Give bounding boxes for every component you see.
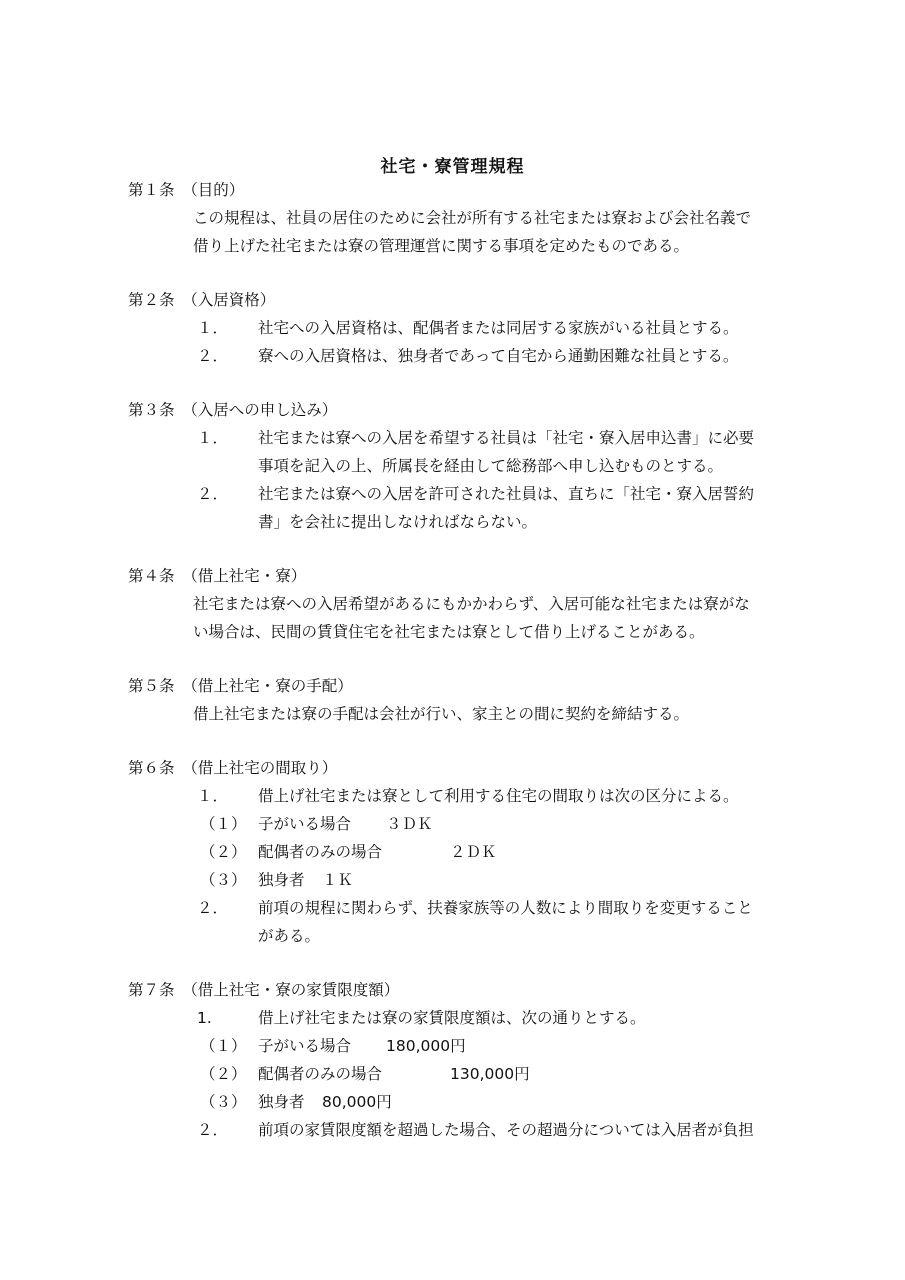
article-2-item-1-text: 社宅への入居資格は、配偶者または同居する家族がいる社員とする。 xyxy=(258,319,739,337)
article-7-sub-3-label: 独身者 xyxy=(258,1093,305,1111)
article-6-item-2-line-2: がある。 xyxy=(258,927,321,945)
article-6-sub-3-label: 独身者 xyxy=(258,871,305,889)
article-6-item-2-line-1: 前項の規程に関わらず、扶養家族等の人数により間取りを変更すること xyxy=(258,899,753,917)
article-5-heading: 第５条 （借上社宅・寮の手配） xyxy=(128,677,353,695)
article-6-sub-1-value: ３ＤＫ xyxy=(386,815,433,833)
article-3-item-1-number: １． xyxy=(197,429,229,447)
article-3-item-1-line-2: 事項を記入の上、所属長を経由して総務部へ申し込むものとする。 xyxy=(258,457,724,475)
article-7-item-2-number: ２． xyxy=(197,1121,229,1139)
article-6-sub-2-label: 配偶者のみの場合 xyxy=(258,843,383,861)
article-1-line-2: 借り上げた社宅または寮の管理運営に関する事項を定めたものである。 xyxy=(193,237,690,255)
article-6-heading: 第６条 （借上社宅の間取り） xyxy=(128,759,338,777)
article-6-sub-1-label: 子がいる場合 xyxy=(258,815,352,833)
article-7-sub-3-number: （３） xyxy=(200,1093,247,1111)
article-4-line-2: い場合は、民間の賃貸住宅を社宅または寮として借り上げることがある。 xyxy=(193,623,705,641)
article-7-sub-3-value: 80,000円 xyxy=(322,1093,392,1111)
article-6-item-1-number: １． xyxy=(197,787,229,805)
article-2-item-2-text: 寮への入居資格は、独身者であって自宅から通勤困難な社員とする。 xyxy=(258,347,739,365)
article-4-line-1: 社宅または寮への入居希望があるにもかかわらず、入居可能な社宅または寮がな xyxy=(193,595,750,613)
article-7-item-1-text: 借上げ社宅または寮の家賃限度額は、次の通りとする。 xyxy=(258,1009,646,1027)
document-title: 社宅・寮管理規程 xyxy=(380,157,525,177)
article-1-heading: 第１条 （目的） xyxy=(128,181,245,199)
article-7-sub-2-label: 配偶者のみの場合 xyxy=(258,1065,383,1083)
article-6-item-1-text: 借上げ社宅または寮として利用する住宅の間取りは次の区分による。 xyxy=(258,787,739,805)
article-7-sub-2-number: （２） xyxy=(200,1065,247,1083)
article-5-line-1: 借上社宅または寮の手配は会社が行い、家主との間に契約を締結する。 xyxy=(193,705,690,723)
article-6-sub-1-number: （１） xyxy=(200,815,247,833)
article-6-sub-2-value: ２ＤＫ xyxy=(450,843,497,861)
article-7-sub-1-label: 子がいる場合 xyxy=(258,1037,352,1055)
article-3-item-2-line-1: 社宅または寮への入居を許可された社員は、直ちに「社宅・寮入居誓約 xyxy=(258,485,755,503)
article-6-item-2-number: ２． xyxy=(197,899,229,917)
article-7-sub-1-number: （１） xyxy=(200,1037,247,1055)
article-6-sub-3-number: （３） xyxy=(200,871,247,889)
article-7-item-2-line-1: 前項の家賃限度額を超過した場合、その超過分については入居者が負担 xyxy=(258,1121,754,1139)
article-7-sub-2-value: 130,000円 xyxy=(450,1065,530,1083)
article-2-heading: 第２条 （入居資格） xyxy=(128,291,276,309)
article-3-heading: 第３条 （入居への申し込み） xyxy=(128,401,338,419)
article-3-item-2-line-2: 書」を会社に提出しなければならない。 xyxy=(258,513,538,531)
article-3-item-1-line-1: 社宅または寮への入居を希望する社員は「社宅・寮入居申込書」に必要 xyxy=(258,429,755,447)
article-7-item-1-number: 1. xyxy=(197,1009,212,1027)
article-3-item-2-number: ２． xyxy=(197,485,229,503)
article-6-sub-2-number: （２） xyxy=(200,843,247,861)
article-7-sub-1-value: 180,000円 xyxy=(386,1037,466,1055)
article-1-line-1: この規程は、社員の居住のために会社が所有する社宅または寮および会社名義で xyxy=(193,209,752,227)
article-4-heading: 第４条 （借上社宅・寮） xyxy=(128,567,307,585)
article-6-sub-3-value: １Ｋ xyxy=(322,871,354,889)
article-2-item-1-number: １． xyxy=(197,319,229,337)
article-2-item-2-number: ２． xyxy=(197,347,229,365)
article-7-heading: 第７条 （借上社宅・寮の家賃限度額） xyxy=(128,981,400,999)
